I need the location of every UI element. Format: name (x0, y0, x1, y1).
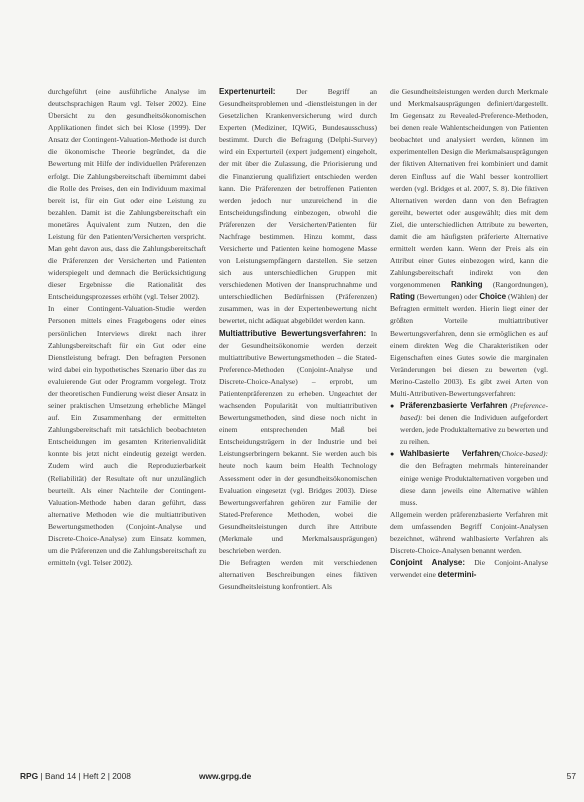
paragraph-text: Der Begriff an Gesundheitsproblemen und -dienstleistungen in der Gesetzlichen Krankenversicherung wird durch Experten (Mediziner, IQWiG, Bundesausschuss) bestimmt. Durch die Befragung (Delphi-Survey) wird ein Experturteil (expert judgement) eingeholt, der mit über die Zulassung, die Priorisierung und die Finanzierung qualifiziert entschieden werden kann. Die Präferenzen der betroffenen Patienten werden jedoch nur unzureichend in die Entscheidungsfindung einbezogen, obwohl die Präferenzen der Versicherten/Patienten für Nachfrage bestimmen. Hinzu kommt, dass Versicherte und Patienten keine homogene Masse von Leistungsempfängern darstellen. Sie setzen sich aus unterschiedlichen Gruppen mit verschiedenen Motiven der Inanspruchnahme und unterschiedlichen Bedürfnissen (Präferenzen) zusammen, was in der Expertenbewertung nicht bewertet, nicht adäquat abgebildet werden kann. (219, 87, 377, 326)
hyphenated-term: determini- (437, 570, 477, 580)
paragraph: Allgemein werden präferenzbasierte Verfahren mit dem umfassenden Begriff Conjoint-Analysen bezeichnet, während wahlbasierte Verfahren als Discrete-Choice-Analysen benannt werden. (390, 509, 548, 555)
paragraph: In einer Contingent-Valuation-Studie werden Personen mittels eines Fragebogens oder eines persönlichen Interviews direkt nach ihrer Zahlungsbereitschaft für ein Gut oder eine Dienstleistung befragt. Den befragten Personen wird dabei ein hypothetisches Szenario über das zu evaluierende Gut oder Programm vorgelegt. Trotz der theoretischen Fundierung weist dieser Ansatz in seiner praktischen Umsetzung erhebliche Mängel auf. Ein Zusammenhang der ermittelten Zahlungsbereitschaft mit tatsächlich beobachteten Entscheidungen im gesamten Kriterienvalidität konnte bis jetzt nicht eindeutig gezeigt werden. Zudem wird auch die Reproduzierbarkeit (Reliabilität) der Resultate oft nur unzulänglich beurteilt. Als einer Nachteile der Contingent-Valuation-Methode haben daran geführt, dass alternative Methoden wie die multiattributiven Bewertungsmethoden (Conjoint-Analyse und Discrete-Choice-Analyse) zum Einsatz kommen, um die Präferenzen und die Zahlungsbereitschaft zu ermitteln (vgl. Telser 2002). (48, 304, 206, 568)
list-item (390, 400, 548, 448)
paragraph: Die Befragten werden mit verschiedenen alternativen Beschreibungen eines fiktiven Gesundheitsleistung konfrontiert. Als (219, 558, 377, 592)
bullet-heading: Wahlbasierte Verfahren (400, 449, 499, 459)
bullet-subheading: (Choice-based): (498, 449, 548, 459)
run-in-heading: Multiattributive Bewertungsverfahren: (219, 328, 367, 338)
text-column-right (390, 86, 548, 581)
bullet-heading: Präferenzbasierte Verfahren (400, 401, 508, 411)
paragraph (390, 557, 548, 581)
issue: Heft 2 (83, 771, 106, 781)
term-ranking: Ranking (450, 280, 483, 290)
bullet-subheading: (Preference-based): (400, 401, 548, 423)
paragraph-text: die Gesundheitsleistungen werden durch Merkmale und Merkmalsausprägungen definiert/dargestellt. Im Gegensatz zu Revealed-Preference-Methoden, bei denen reale Wahlentscheidungen von Patienten beobachtet und analysiert werden, können im experimentellen Design die Merkmalsausprägungen der fiktiven Alternativen frei kombiniert und damit deren Einfluss auf die Wahl besser kontrolliert werden (vgl. Bridges et al. 2007, S. 8). Die fiktiven Alternativen werden dann von den Befragten gereiht, bewertet oder ausgewählt; dies mit dem Ziel, die unterschiedlichen Attribute zu bewerten, damit die am häufigsten präferierte Alternative ermittelt werden kann. Wenn der Preis als ein Attribut einer Gutes einbezogen wird, kann die Zahlungsbereitschaft indirekt von den vorgenommenen (390, 87, 548, 290)
volume: Band 14 (45, 771, 77, 781)
run-in-heading: Expertenurteil: (219, 87, 276, 96)
year: 2008 (112, 771, 131, 781)
paragraph-text: (Bewertungen) oder (414, 292, 480, 302)
footer-citation: RPG | Band 14 | Heft 2 | 2008 (20, 771, 131, 781)
list-item (390, 448, 548, 508)
paragraph: durchgeführt (eine ausführliche Analyse im deutschsprachigen Raum vgl. Telser 2002). Eine Übersicht zu den gesundheitsökonomischen Applikationen findet sich bei Klose (1999). Der Ansatz der Contingent-Valuation-Methode ist durch die ökonomische Theorie begründet, da die Bewertung mit Hilfe der individuellen Präferenzen erfolgt. Die Zahlungsbereitschaft übernimmt dabei die Rolle des Preises, den ein Individuum maximal bereit ist, für ein Gut oder eine Leistung zu bezahlen. Damit ist die Zahlungsbereitschaft ein monetäres Äquivalent zum Nutzen, den die Leistung für den Patienten/Versicherten verspricht. Man geht davon aus, dass die Zahlungsbereitschaft die Präferenzen der Versicherten und Patienten widerspiegelt und demnach die Berücksichtigung dieser Ergebnisse die Rationalität des Entscheidungsprozesses erhöht (vgl. Telser 2002). (48, 87, 206, 302)
bullet-text: die den Befragten mehrmals hintereinander einige wenige Produktalternativen vorgeben und diese dann jeweils eine Alternative wählen muss. (400, 461, 548, 507)
footer-url[interactable]: www.grpg.de (199, 771, 252, 781)
paragraph (219, 328, 377, 557)
paragraph-text: In der Gesundheitsökonomie werden derzeit multiattributive Bewertungsmethoden – die Stated-Preference-Methoden (Conjoint-Analyse und Discrete-Choice-Analyse) – erprobt, um Patientenpräferenzen zu erheben. Ungeachtet der wachsenden Popularität von multiattributiven Bewertungsmethoden, sind diese noch nicht in einem entsprechenden Maß bei Entscheidungsträgern in der Industrie und bei Leistungserbringern bekannt. Sie werden auch bis heute noch kaum beim Health Technology Assessment oder in der gesundheitsökonomischen Evaluation eingesetzt (vgl. Bridges 2003). Diese Bewertungsverfahren gehören zur Familie der Stated-Preference Methoden, wobei die Gesundheitsleistungen durch ihre Attribute (Merkmale und Merkmalsausprägungen) beschrieben werden. (219, 328, 377, 555)
term-rating: Rating (390, 292, 415, 302)
page-number: 57 (566, 771, 576, 781)
text-column-middle (219, 86, 377, 593)
paragraph (219, 86, 377, 328)
bullet-list (390, 400, 548, 509)
bullet-text: bei denen die Individuen aufgefordert werden, jede Produktalternative zu bewerten und zu reihen. (400, 413, 548, 447)
paragraph-text: Die Conjoint-Analyse verwendet eine (390, 558, 548, 580)
text-column-left (48, 86, 206, 569)
page-footer (20, 771, 576, 785)
paragraph-text: (Rangordnungen), (482, 280, 548, 290)
term-choice: Choice (479, 292, 507, 302)
paragraph-text: (Wählen) der Befragten ermittelt werden. Hierin liegt einer der größten Vorteile multiattributiver Bewertungsverfahren, denn sie ermöglichen es auf einem direkten Weg die Charakteristiken oder Eigenschaften eines Gutes sowie die marginalen Veränderungen bei diesen zu bewerten (vgl. Merino-Castello 2003). Es gibt zwei Arten von Multi-Attributiven-Bewertungsverfahren: (390, 292, 548, 398)
run-in-heading: Conjoint Analyse: (390, 558, 466, 568)
paragraph (390, 86, 548, 400)
journal-name: RPG (20, 771, 39, 781)
